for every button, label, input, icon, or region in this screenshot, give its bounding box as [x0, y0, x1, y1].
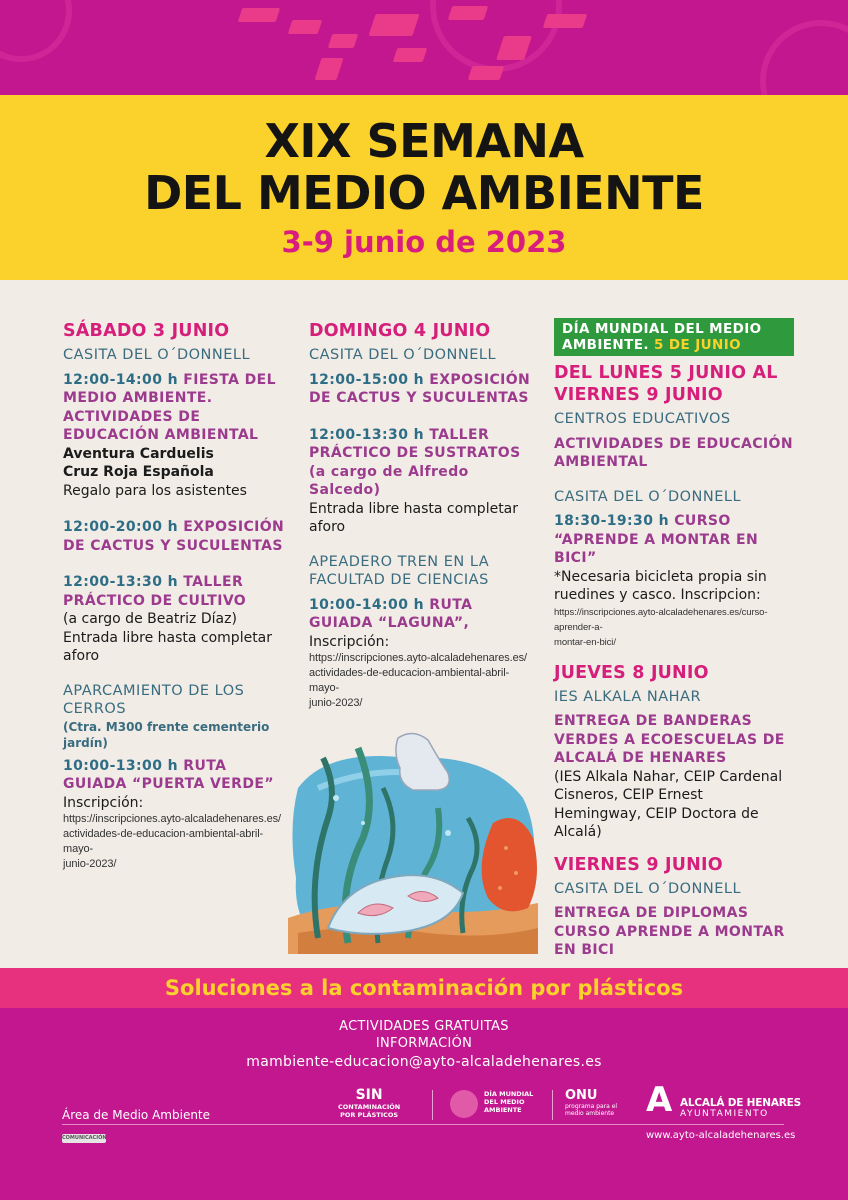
slogan-bar: [0, 968, 848, 1008]
decorative-shape: [238, 8, 281, 22]
logo-text: ALCALÁ DE HENARES: [680, 1097, 801, 1109]
activity-name: RUTA GUIADA “PUERTA VERDE”: [63, 757, 274, 792]
activity-time: 12:00-15:00 h: [309, 371, 424, 388]
activity-detail: Entrada libre hasta completar aforo: [63, 629, 273, 664]
day-heading: SÁBADO 3 JUNIO: [63, 321, 230, 341]
logo-text-line: DÍA MUNDIAL: [484, 1090, 534, 1098]
activity-time: 12:00-14:00 h: [63, 371, 178, 388]
event-date: 3-9 junio de 2023: [281, 225, 567, 259]
decorative-ring: [760, 20, 848, 95]
registration-link[interactable]: junio-2023/: [63, 858, 117, 870]
contact-email-link[interactable]: mambiente-educacion@ayto-alcaladehenares.es: [246, 1054, 602, 1070]
logo-divider: [552, 1090, 553, 1120]
logo-text-line: DEL MEDIO: [484, 1098, 525, 1106]
activity-title: [309, 426, 537, 500]
website-link[interactable]: www.ayto-alcaladehenares.es: [646, 1130, 796, 1141]
sin-contaminacion-logo: [338, 1088, 400, 1119]
venue: IES ALKALA NAHAR: [554, 688, 702, 705]
activity-title: ENTREGA DE BANDERAS VERDES A ECOESCUELAS DE ALCALÁ DE HENARES: [554, 713, 785, 766]
title-line-1: XIX SEMANA: [264, 114, 584, 168]
activity-title: [309, 596, 537, 633]
activity-name: FIESTA DEL MEDIO AMBIENTE. ACTIVIDADES DE EDUCACIÓN AMBIENTAL: [63, 371, 276, 443]
header: [0, 95, 848, 280]
activity-time: 10:00-13:00 h: [63, 757, 178, 774]
venue: CASITA DEL O´DONNELL: [63, 347, 251, 363]
activity-title: [554, 512, 794, 568]
day-heading: JUEVES 8 JUNIO: [554, 662, 709, 683]
activity-title: [309, 371, 537, 408]
activity-time: 12:00-13:30 h: [63, 574, 178, 590]
communication-logo: COMUNICACIÓN: [62, 1135, 107, 1141]
footer-info: [0, 1018, 848, 1071]
registration-link[interactable]: actividades-de-educacion-ambiental-abril-mayo-: [309, 667, 510, 694]
registration-link[interactable]: actividades-de-educacion-ambiental-abril-mayo-: [63, 828, 264, 855]
ocean-plastic-illustration: [288, 728, 548, 954]
activity-time: 12:00-13:30 h: [309, 426, 424, 443]
logo-text: programa para el: [565, 1103, 618, 1110]
world-environment-day-badge: [554, 318, 794, 356]
city-emblem-icon: A: [646, 1080, 673, 1120]
logo-text: ONU: [565, 1088, 598, 1103]
activity-time: 12:00-20:00 h: [63, 519, 178, 535]
registration-link[interactable]: montar-en-bici/: [554, 636, 616, 648]
activity-detail: Inscripción:: [309, 633, 390, 650]
activity-detail: (IES Alkala Nahar, CEIP Cardenal Cisneros, CEIP Ernest Hemingway, CEIP Doctora de Alcalá): [554, 768, 783, 840]
activity-detail: (a cargo de Beatriz Díaz): [63, 611, 237, 627]
registration-link[interactable]: https://inscripciones.ayto-alcaladehenares.es/: [309, 652, 527, 664]
world-environment-day-logo: [450, 1088, 545, 1122]
activity-time: 18:30-19:30 h: [554, 513, 669, 529]
activity-detail: Aventura Carduelis: [63, 445, 214, 462]
activity-title: [63, 371, 291, 445]
logo-divider: [432, 1090, 433, 1120]
onu-environment-logo: [565, 1088, 617, 1117]
logo-text: SIN: [355, 1087, 383, 1103]
decorative-shape: [314, 58, 343, 80]
venue-address: (Ctra. M300 frente cementerio jardín): [63, 719, 270, 750]
department-label: Área de Medio Ambiente: [62, 1108, 211, 1122]
decorative-shape: [393, 48, 428, 62]
activity-title: [63, 518, 291, 555]
day-heading: DEL LUNES 5 JUNIO AL VIERNES 9 JUNIO: [554, 363, 778, 405]
column-sunday: [309, 320, 537, 711]
logo-text: medio ambiente: [565, 1110, 615, 1117]
activity-title: [63, 573, 291, 610]
decorative-shape: [468, 66, 505, 80]
registration-link[interactable]: https://inscripciones.ayto-alcaladehenares.es/: [63, 813, 281, 825]
activity-detail: Entrada libre hasta completar aforo: [309, 500, 519, 535]
venue: APARCAMIENTO DE LOS CERROS: [63, 682, 245, 717]
slogan-text: Soluciones a la contaminación por plásticos: [164, 976, 684, 1000]
badge-text: DÍA MUNDIAL DEL MEDIO AMBIENTE.: [562, 321, 762, 353]
badge-highlight: 5 DE JUNIO: [653, 337, 741, 353]
registration-link[interactable]: junio-2023/: [309, 697, 363, 709]
activity-title: ACTIVIDADES DE EDUCACIÓN AMBIENTAL: [554, 435, 793, 470]
decorative-shape: [288, 20, 323, 34]
activity-detail: Regalo para los asistentes: [63, 482, 247, 499]
activity-title: [63, 757, 291, 794]
free-activities-label: ACTIVIDADES GRATUITAS: [339, 1019, 509, 1034]
activity-detail: *Necesaria bicicleta propia sin ruedines y casco. Inscripcion:: [554, 568, 767, 603]
activity-name: EXPOSICIÓN DE CACTUS Y SUCULENTAS: [63, 519, 285, 554]
activity-detail: Cruz Roja Española: [63, 464, 214, 480]
venue: APEADERO TREN EN LA FACULTAD DE CIENCIAS: [309, 553, 490, 588]
venue: CENTROS EDUCATIVOS: [554, 411, 731, 427]
registration-link[interactable]: https://inscripciones.ayto-alcaladehenares.es/curso-aprender-a-: [554, 606, 768, 633]
venue: CASITA DEL O´DONNELL: [554, 488, 742, 505]
column-saturday: [63, 320, 291, 872]
activity-time: 10:00-14:00 h: [309, 596, 424, 613]
activity-name: RUTA GUIADA “LAGUNA”,: [309, 596, 473, 631]
logo-text: AYUNTAMIENTO: [680, 1109, 769, 1119]
activity-name: TALLER PRÁCTICO DE CULTIVO: [63, 574, 247, 609]
activity-title: ENTREGA DE DIPLOMAS CURSO APRENDE A MONTAR EN BICI: [554, 905, 785, 958]
decorative-shape: [368, 14, 419, 36]
footer: [0, 1008, 848, 1200]
logo-text: POR PLÁSTICOS: [340, 1111, 399, 1119]
logo-text-line: AMBIENTE: [484, 1106, 522, 1114]
activity-detail: Inscripción:: [63, 794, 144, 811]
alcala-city-logo: [646, 1080, 801, 1124]
decorative-shape: [543, 14, 588, 28]
logo-text: [484, 1090, 533, 1114]
column-weekdays: [554, 318, 794, 960]
information-label: INFORMACIÓN: [375, 1036, 473, 1051]
decorative-shape: [328, 34, 359, 48]
top-decorative-band: [0, 0, 848, 95]
footer-divider: [62, 1124, 784, 1125]
activity-name: CURSO “APRENDE A MONTAR EN BICI”: [554, 513, 759, 566]
day-heading: VIERNES 9 JUNIO: [554, 854, 723, 875]
decorative-shape: [448, 6, 489, 20]
activity-name: EXPOSICIÓN DE CACTUS Y SUCULENTAS: [309, 371, 531, 406]
title-line-2: DEL MEDIO AMBIENTE: [144, 166, 704, 220]
globe-icon: [450, 1090, 478, 1118]
venue: CASITA DEL O´DONNELL: [554, 880, 742, 897]
logo-text: CONTAMINACIÓN: [338, 1103, 401, 1111]
day-heading: DOMINGO 4 JUNIO: [309, 321, 491, 341]
activity-name: TALLER PRÁCTICO DE SUSTRATOS (a cargo de Alfredo Salcedo): [309, 426, 521, 498]
venue: CASITA DEL O´DONNELL: [309, 347, 497, 363]
decorative-ring: [0, 0, 72, 62]
